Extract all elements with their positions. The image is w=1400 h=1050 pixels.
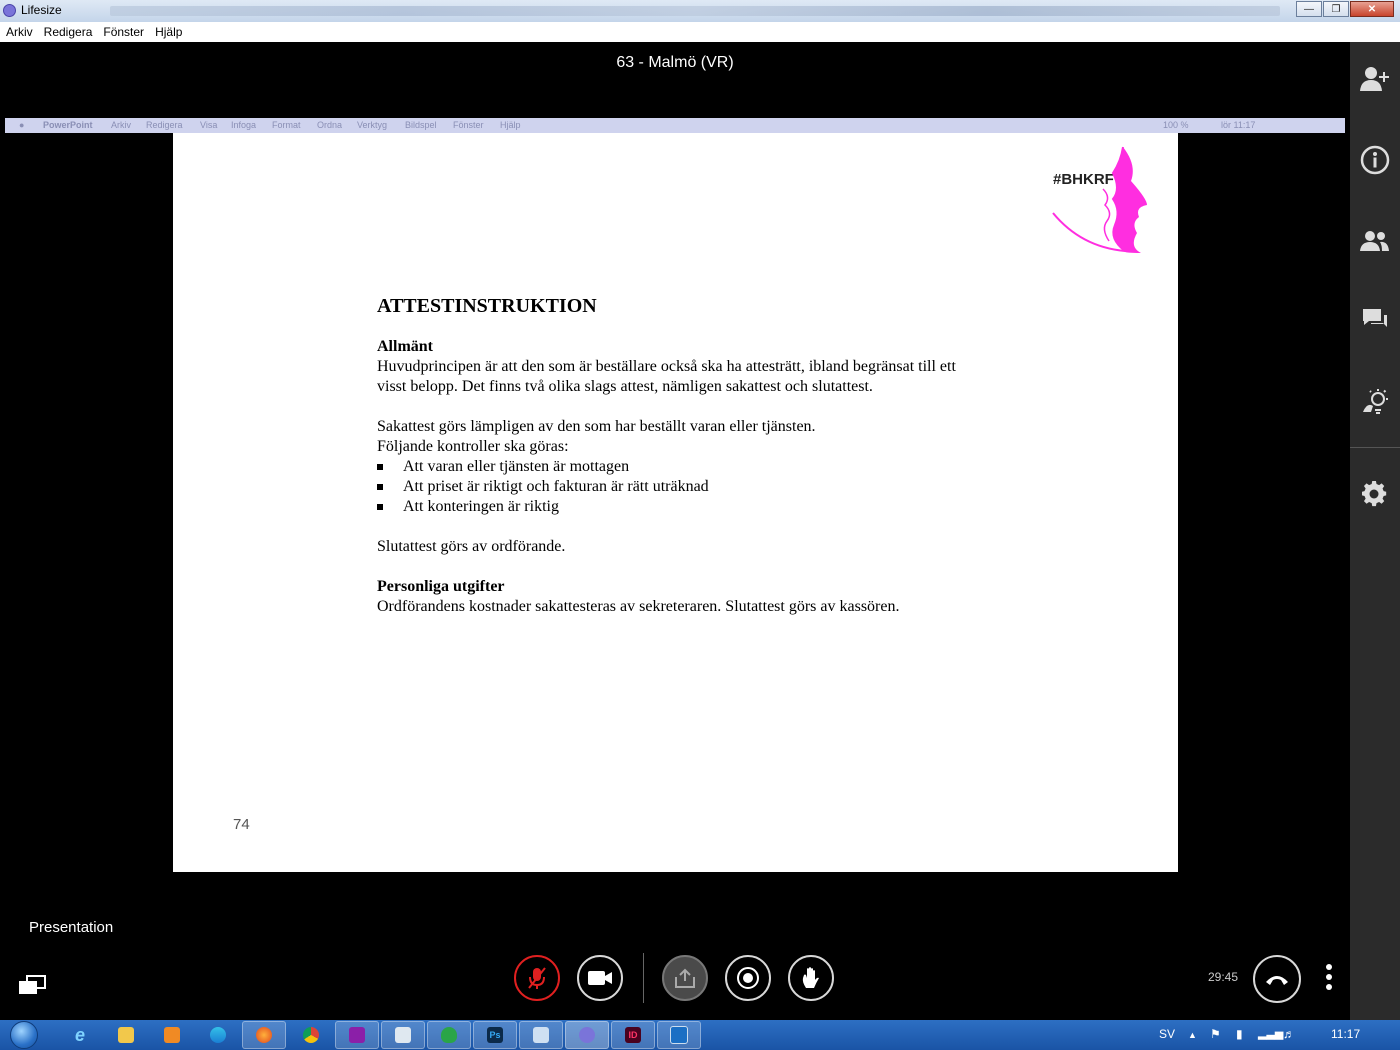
- camera-icon: [587, 969, 613, 987]
- taskbar-chrome[interactable]: [289, 1021, 333, 1049]
- indesign-icon: [625, 1027, 641, 1043]
- slide-document: [377, 296, 1077, 617]
- bullet-square-icon: [377, 484, 383, 490]
- participants-button[interactable]: [1360, 226, 1390, 256]
- share-button[interactable]: [662, 955, 708, 1001]
- add-participant-icon: [1360, 65, 1390, 93]
- taskbar-indesign[interactable]: [611, 1021, 655, 1049]
- chat-icon: [1361, 307, 1389, 333]
- remote-battery: 100 %: [1163, 120, 1189, 130]
- firefox-icon: [256, 1027, 272, 1043]
- taskbar-security[interactable]: [427, 1021, 471, 1049]
- controls-divider: [643, 953, 644, 1003]
- close-button[interactable]: ✕: [1350, 1, 1394, 17]
- power-icon[interactable]: ▮: [1236, 1027, 1243, 1041]
- remote-menu-item: Verktyg: [357, 120, 388, 130]
- action-center-flag-icon[interactable]: ⚑: [1210, 1027, 1221, 1041]
- mute-icon: [526, 966, 548, 990]
- hang-up-icon: [1264, 972, 1290, 986]
- paragraph-line: Följande kontroller ska göras:: [377, 438, 569, 455]
- add-participant-button[interactable]: [1360, 64, 1390, 94]
- remote-clock: lör 11:17: [1221, 120, 1256, 130]
- minimize-button[interactable]: —: [1296, 1, 1322, 17]
- shared-slide: [173, 133, 1178, 872]
- taskbar-outlook[interactable]: [657, 1021, 701, 1049]
- participants-icon: [1360, 229, 1390, 253]
- remote-menu-item: Visa: [200, 120, 218, 130]
- remote-menu-item: Bildspel: [405, 120, 437, 130]
- chat-button[interactable]: [1360, 305, 1390, 335]
- tray-expand-icon[interactable]: ▲: [1188, 1030, 1197, 1040]
- remote-menu-item: Infoga: [231, 120, 257, 130]
- remote-menu-item: Redigera: [146, 120, 183, 130]
- paragraph-line: visst belopp. Det finns två olika slags attest, nämligen sakattest och slutattest.: [377, 378, 873, 395]
- logo-text: #BHKRF: [1053, 171, 1114, 188]
- floppy-icon: [349, 1027, 365, 1043]
- settings-icon: [1362, 481, 1388, 507]
- taskbar-photoshop[interactable]: [473, 1021, 517, 1049]
- menu-fonster[interactable]: Fönster: [103, 25, 145, 39]
- remote-menu-item: Arkiv: [111, 120, 131, 130]
- taskbar-edge[interactable]: [196, 1021, 240, 1049]
- shield-icon: [441, 1027, 457, 1043]
- bhkrf-logo-icon: [1051, 143, 1151, 255]
- start-button-icon[interactable]: [10, 1021, 38, 1049]
- settings-button[interactable]: [1360, 479, 1390, 509]
- menu-bar: [0, 22, 1400, 42]
- taskbar-window-app[interactable]: [519, 1021, 563, 1049]
- mute-button[interactable]: [514, 955, 560, 1001]
- blurred-remote-menubar: [110, 6, 1280, 16]
- taskbar-lifesize[interactable]: [565, 1021, 609, 1049]
- share-icon: [674, 967, 696, 989]
- background-effects-button[interactable]: [1360, 386, 1390, 416]
- language-indicator[interactable]: SV: [1159, 1027, 1176, 1041]
- bullet-item: [377, 497, 1077, 517]
- photoshop-icon: [487, 1027, 503, 1043]
- remote-menu-item: Format: [272, 120, 301, 130]
- window-title: Lifesize: [21, 3, 62, 17]
- call-stage: [0, 42, 1350, 1020]
- remote-menu-item: Hjälp: [500, 120, 521, 130]
- window-icon: [533, 1027, 549, 1043]
- call-title: 63 - Malmö (VR): [616, 54, 734, 71]
- chrome-icon: [303, 1027, 319, 1043]
- maximize-button[interactable]: ❐: [1323, 1, 1349, 17]
- taskbar-save-app[interactable]: [335, 1021, 379, 1049]
- raise-hand-icon: [800, 966, 822, 990]
- bullet-item: [377, 457, 1077, 477]
- taskbar-ie[interactable]: [58, 1021, 102, 1049]
- folder-icon: [118, 1027, 134, 1043]
- bullet-text: Att priset är riktigt och fakturan är rätt uträknad: [403, 478, 709, 495]
- info-icon: [1360, 145, 1390, 175]
- sidebar-divider: [1350, 447, 1400, 448]
- outlook-icon: [670, 1026, 688, 1044]
- ie-icon: e: [74, 1024, 85, 1045]
- bullet-square-icon: [377, 464, 383, 470]
- indesign-label: ID: [628, 1030, 638, 1040]
- remote-menu-item: Ordna: [317, 120, 343, 130]
- bullet-text: Att konteringen är riktig: [403, 498, 559, 515]
- camera-button[interactable]: [577, 955, 623, 1001]
- taskbar-media-player[interactable]: [150, 1021, 194, 1049]
- section-title-personliga-utgifter: Personliga utgifter: [377, 578, 505, 595]
- remote-menu-item: Fönster: [453, 120, 484, 130]
- info-button[interactable]: [1360, 145, 1390, 175]
- hang-up-button[interactable]: [1253, 955, 1301, 1003]
- paragraph-line: Huvudprincipen är att den som är beställare också ska ha attesträtt, ibland begränsat till ett: [377, 358, 956, 375]
- menu-arkiv[interactable]: Arkiv: [6, 25, 33, 39]
- record-icon: [736, 966, 760, 990]
- more-icon[interactable]: [1325, 963, 1333, 991]
- presentation-label: Presentation: [29, 919, 114, 936]
- bullet-text: Att varan eller tjänsten är mottagen: [403, 458, 630, 475]
- lifesize-app-icon: [3, 4, 16, 17]
- bullet-square-icon: [377, 504, 383, 510]
- record-button[interactable]: [725, 955, 771, 1001]
- edge-icon: [210, 1027, 226, 1043]
- photoshop-label: Ps: [489, 1030, 501, 1040]
- paragraph-line: Ordförandens kostnader sakattesteras av sekreteraren. Slutattest görs av kassören.: [377, 598, 900, 615]
- media-player-icon: [164, 1027, 180, 1043]
- bullet-item: [377, 477, 1077, 497]
- remote-menu-app: PowerPoint: [43, 120, 93, 130]
- taskbar-notepad[interactable]: [381, 1021, 425, 1049]
- section-title-allmant: Allmänt: [377, 338, 433, 355]
- notepad-icon: [395, 1027, 411, 1043]
- volume-icon[interactable]: ♬: [1283, 1027, 1295, 1041]
- remote-mac-menubar: [5, 118, 1345, 133]
- menu-redigera[interactable]: Redigera: [43, 25, 93, 39]
- background-effects-icon: [1361, 388, 1389, 414]
- right-sidebar: [1350, 42, 1400, 1020]
- call-timer: 29:45: [1208, 970, 1239, 984]
- menu-hjalp[interactable]: Hjälp: [155, 25, 183, 39]
- paragraph-line: Slutattest görs av ordförande.: [377, 538, 566, 555]
- window-titlebar: [0, 0, 1400, 23]
- raise-hand-button[interactable]: [788, 955, 834, 1001]
- taskbar-clock[interactable]: 11:17: [1331, 1027, 1361, 1041]
- slide-heading: ATTESTINSTRUKTION: [377, 295, 597, 317]
- layout-toggle-icon[interactable]: [18, 974, 46, 996]
- taskbar-explorer[interactable]: [104, 1021, 148, 1049]
- window-controls: [1295, 1, 1394, 17]
- paragraph-line: Sakattest görs lämpligen av den som har beställt varan eller tjänsten.: [377, 418, 816, 435]
- slide-page-number: 74: [233, 816, 250, 833]
- apple-icon: ●: [19, 120, 25, 130]
- taskbar-firefox[interactable]: [242, 1021, 286, 1049]
- lifesize-icon: [579, 1027, 595, 1043]
- network-signal-icon[interactable]: ▂▃▅: [1258, 1028, 1284, 1040]
